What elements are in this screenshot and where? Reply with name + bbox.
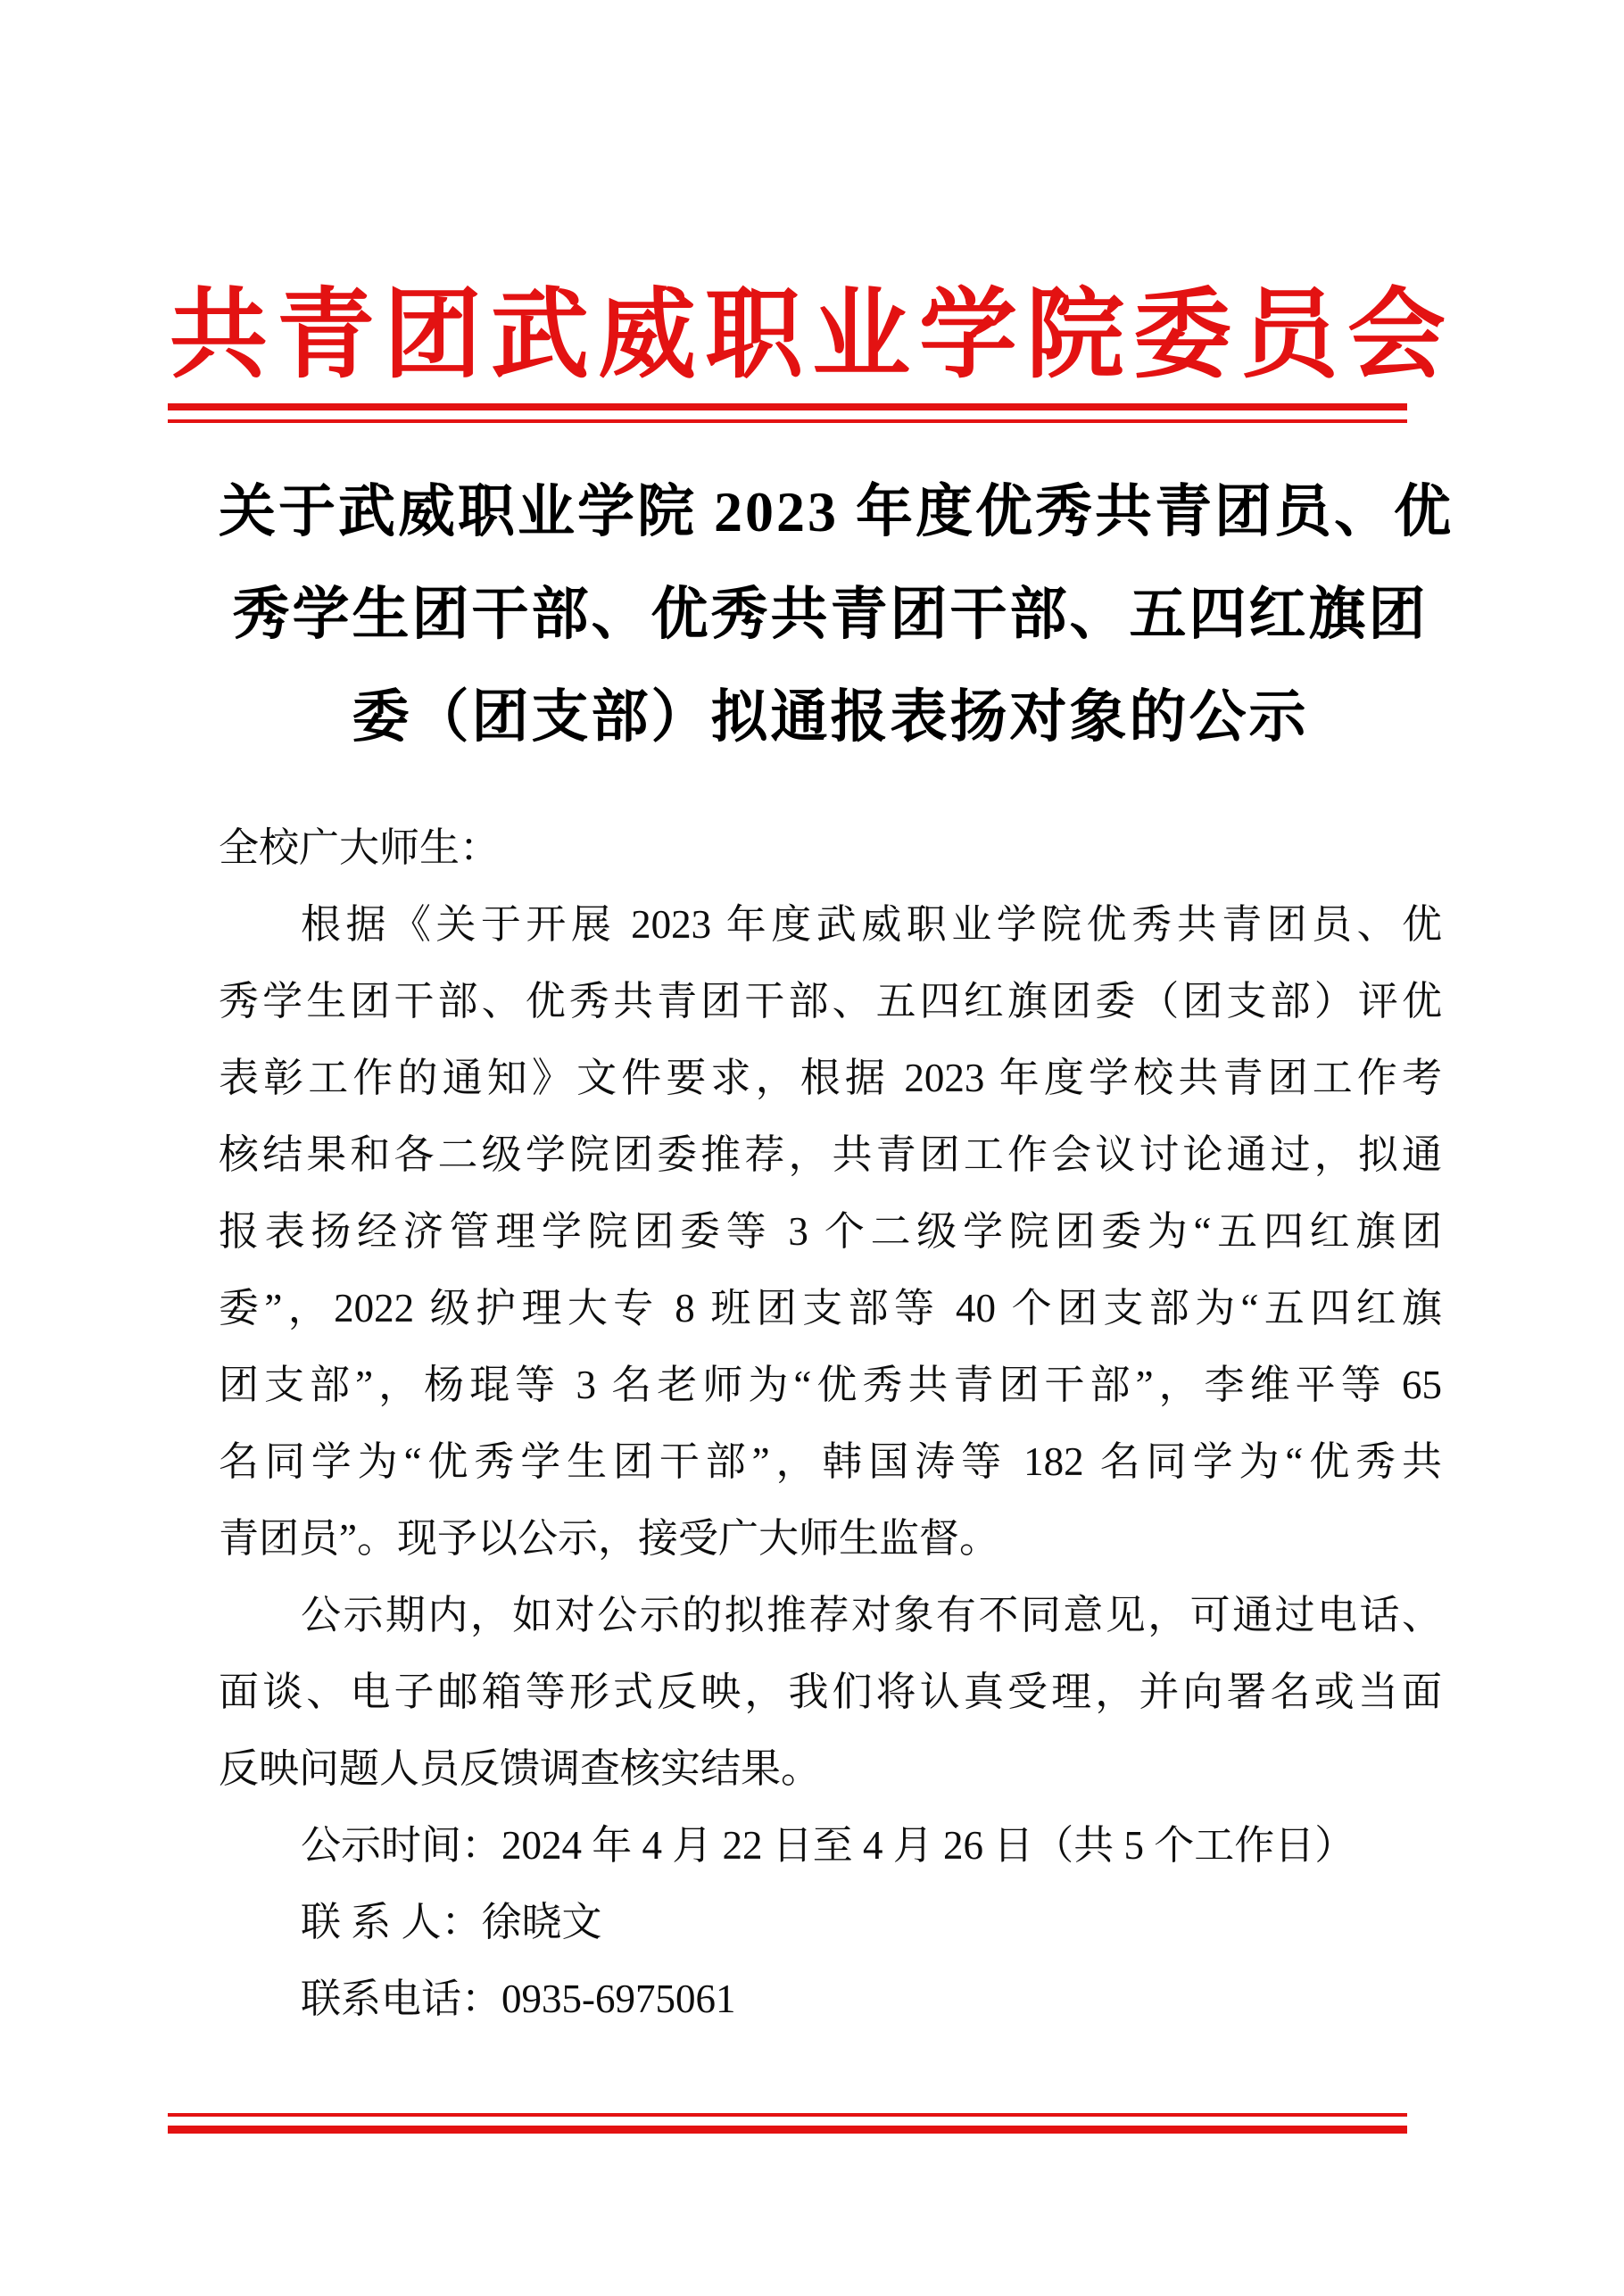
document-title-line: 秀学生团干部、优秀共青团干部、五四红旗团 xyxy=(232,583,1429,646)
publicity-period-line: 公示时间：2024 年 4 月 22 日至 4 月 26 日（共 5 个工作日） xyxy=(301,1823,1355,1868)
body-line: 表彰工作的通知》文件要求，根据 2023 年度学校共青团工作考 xyxy=(219,1056,1442,1100)
contact-phone-line: 联系电话：0935-6975061 xyxy=(301,1977,736,2021)
body-line: 核结果和各二级学院团委推荐，共青团工作会议讨论通过，拟通 xyxy=(219,1132,1442,1177)
body-line: 报表扬经济管理学院团委等 3 个二级学院团委为“五四红旗团 xyxy=(219,1209,1442,1254)
document-title-line: 关于武威职业学院 2023 年度优秀共青团员、优 xyxy=(219,480,1454,543)
header-rule-thin xyxy=(168,419,1407,423)
document-title xyxy=(219,460,1454,768)
footer-rule-thin xyxy=(168,2113,1407,2117)
header-rule-thick xyxy=(168,403,1407,410)
body-line: 委”，2022 级护理大专 8 班团支部等 40 个团支部为“五四红旗 xyxy=(219,1286,1442,1330)
masthead-org-title: 共青团武威职业学院委员会 xyxy=(170,281,1454,390)
body-line: 反映问题人员反馈调查核实结果。 xyxy=(219,1746,822,1791)
salutation-line: 全校广大师生： xyxy=(219,825,501,870)
document-body xyxy=(219,809,1442,2037)
body-line: 根据《关于开展 2023 年度武威职业学院优秀共青团员、优 xyxy=(301,902,1442,947)
body-line: 公示期内，如对公示的拟推荐对象有不同意见，可通过电话、 xyxy=(301,1593,1442,1637)
body-line: 名同学为“优秀学生团干部”，韩国涛等 182 名同学为“优秀共 xyxy=(219,1439,1442,1484)
contact-person-line: 联 系 人：徐晓文 xyxy=(301,1900,602,1944)
body-line: 面谈、电子邮箱等形式反映，我们将认真受理，并向署名或当面 xyxy=(219,1670,1442,1714)
footer-rule-thick xyxy=(168,2126,1407,2134)
document-title-line: 委（团支部）拟通报表扬对象的公示 xyxy=(352,685,1309,749)
body-line: 秀学生团干部、优秀共青团干部、五四红旗团委（团支部）评优 xyxy=(219,979,1442,1024)
body-line: 团支部”，杨琨等 3 名老师为“优秀共青团干部”，李维平等 65 xyxy=(219,1363,1442,1407)
body-line: 青团员”。现予以公示，接受广大师生监督。 xyxy=(219,1516,999,1561)
